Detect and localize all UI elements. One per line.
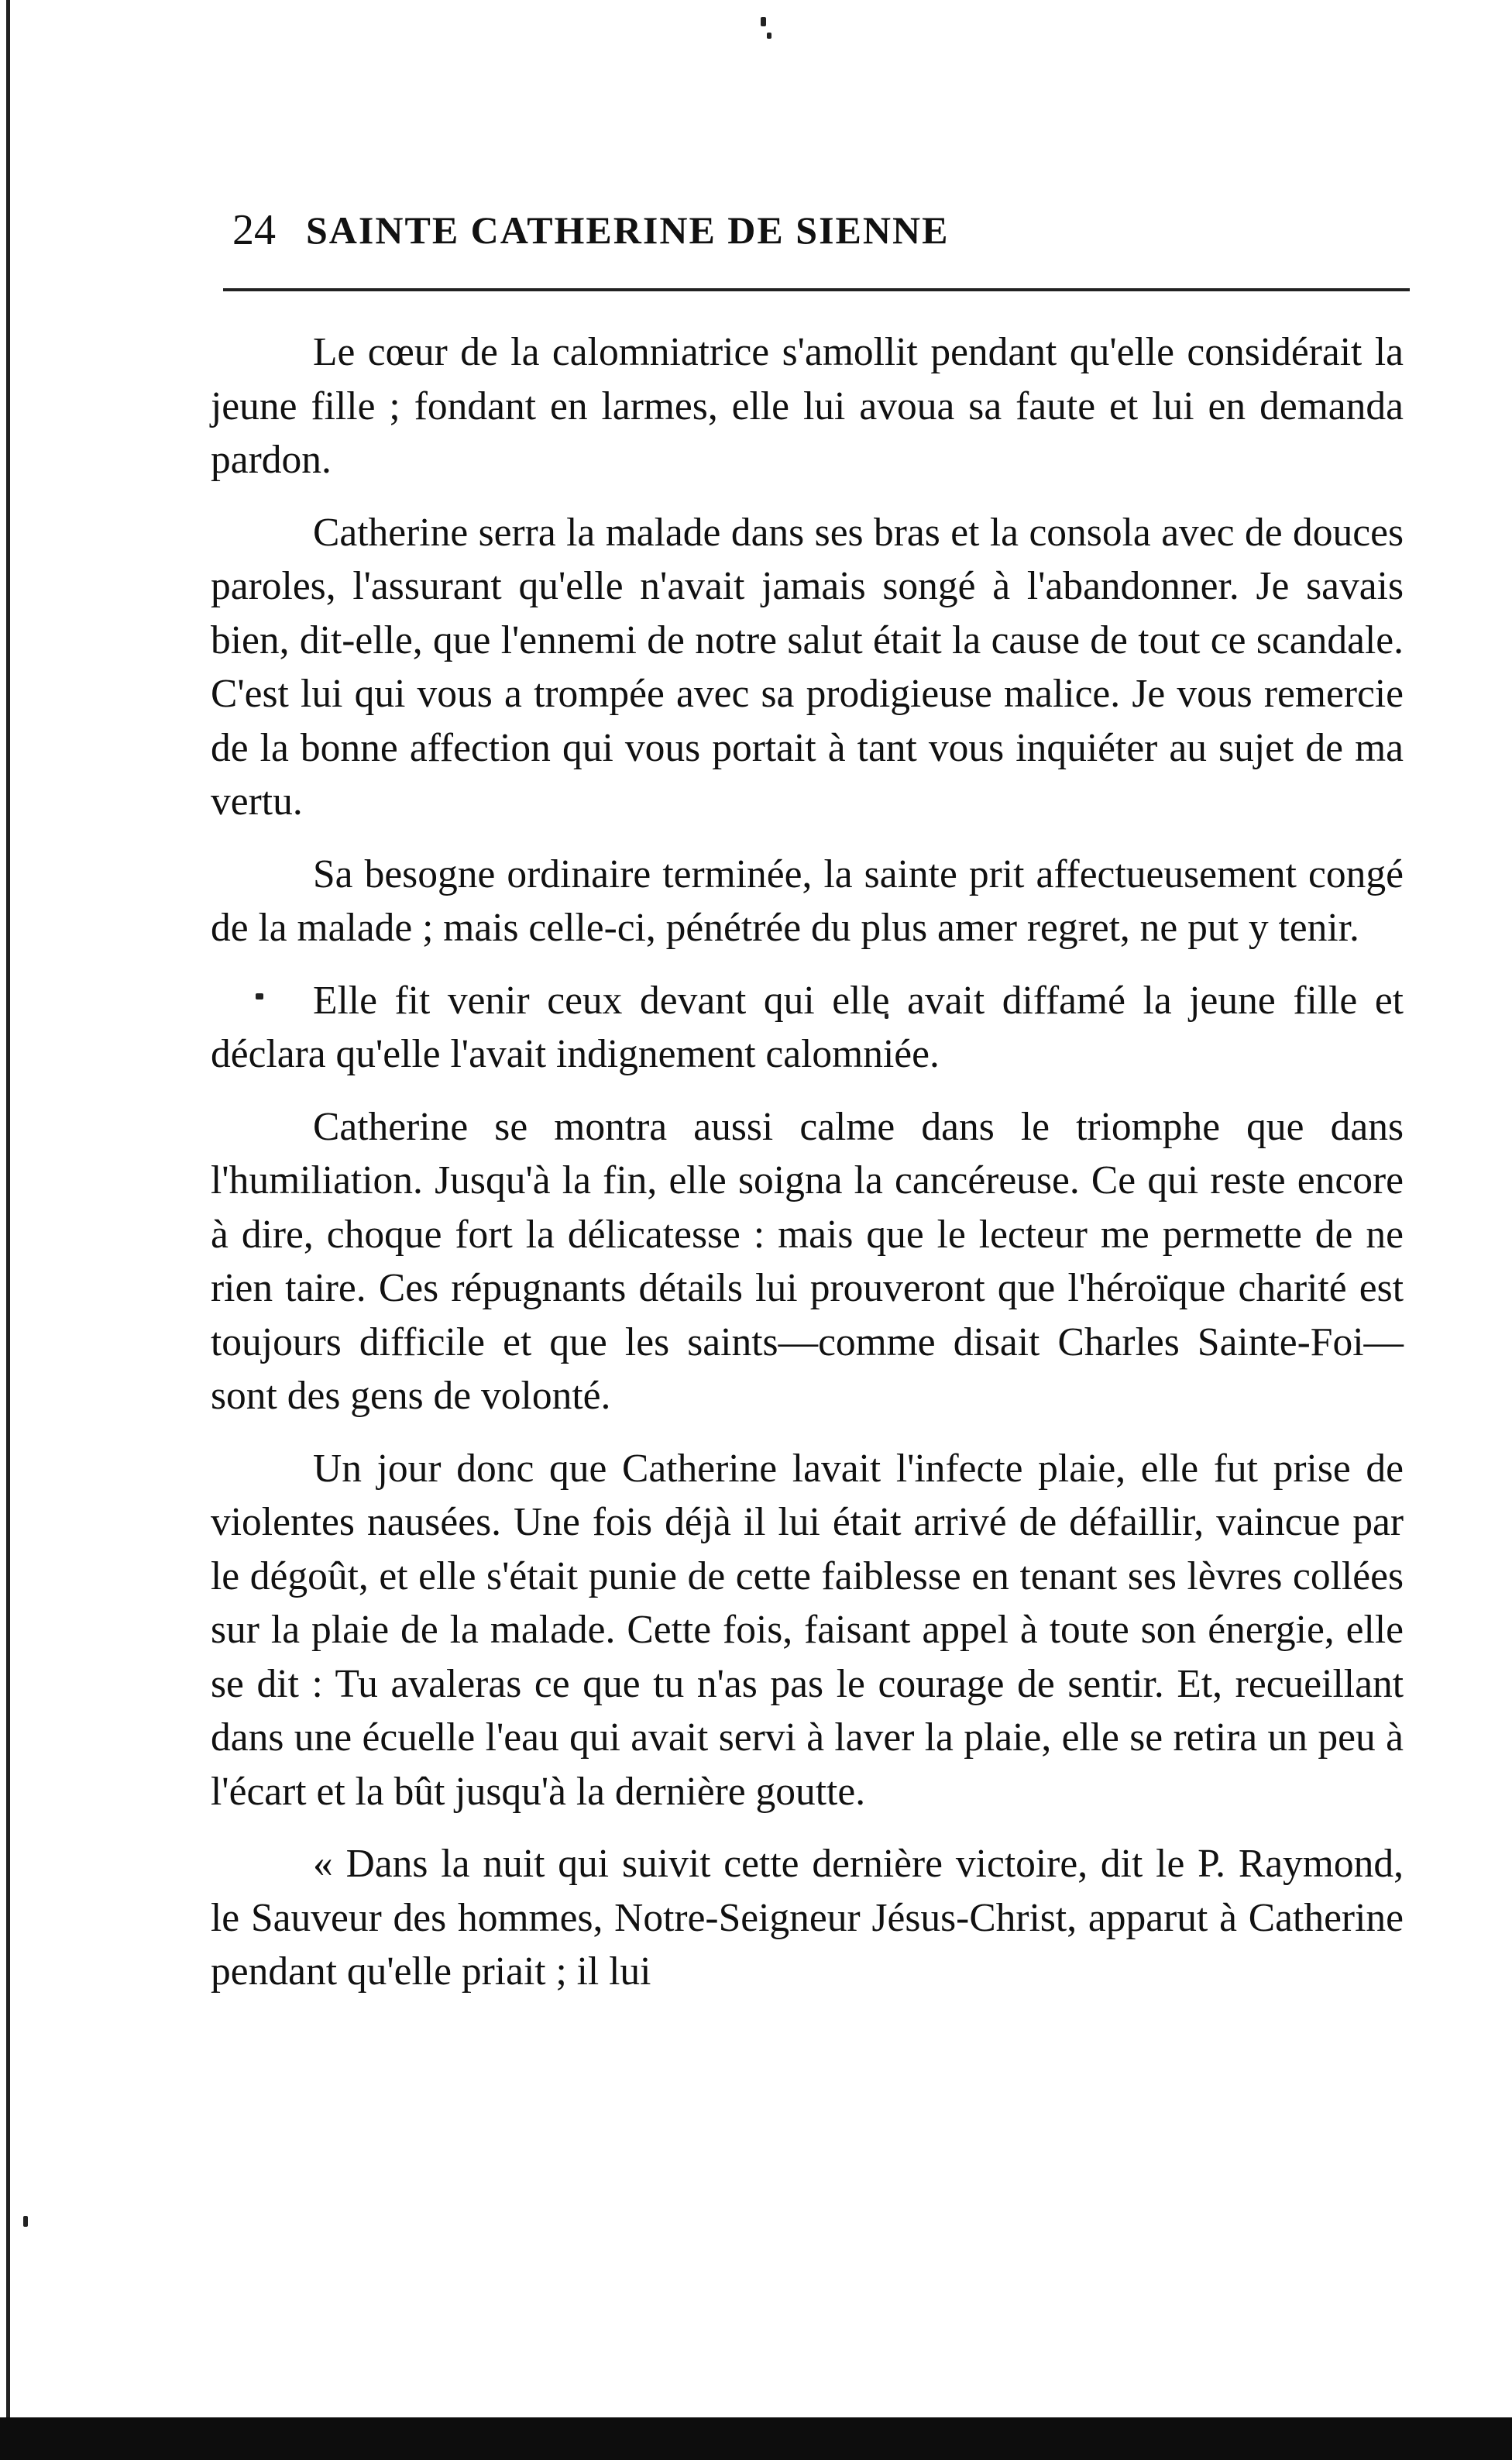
paragraph: Elle fit venir ceux devant qui elle avait diffamé la jeune fille et déclara qu'elle l'avait indignement calomniée. xyxy=(211,978,1404,1076)
page-left-edge xyxy=(6,0,10,2460)
ink-speck xyxy=(767,33,771,39)
ink-speck xyxy=(761,17,766,26)
page-number: 24 xyxy=(232,206,276,254)
ink-speck xyxy=(23,2216,28,2227)
body-text xyxy=(211,325,1404,1999)
page-bottom-edge xyxy=(0,2417,1512,2460)
paragraph: Le cœur de la calomniatrice s'amollit pendant qu'elle considérait la jeune fille ; fondant en larmes, elle lui avoua sa faute et lui en demanda pardon. xyxy=(211,330,1404,482)
paragraph: Catherine serra la malade dans ses bras et la consola avec de douces paroles, l'assurant qu'elle n'avait jamais songé à l'abandonner. Je savais bien, dit-elle, que l'ennemi de notre salut était la cause de tout ce scandale. C'est lui qui vous a trompée avec sa prodigieuse malice. Je vous remercie de la bonne affection qui vous portait à tant vous inquiéter au sujet de ma vertu. xyxy=(211,510,1404,824)
page-header xyxy=(232,203,1394,257)
paragraph: Un jour donc que Catherine lavait l'infecte plaie, elle fut prise de violentes nausées. Une fois déjà il lui était arrivé de défaillir, vaincue par le dégoût, et elle s'était punie de cette faiblesse en tenant ses lèvres collées sur la plaie de la malade. Cette fois, faisant appel à toute son énergie, elle se dit : Tu avaleras ce que tu n'as pas le courage de sentir. Et, recueillant dans une écuelle l'eau qui avait servi à laver la plaie, elle se retira un peu à l'écart et la bût jusqu'à la dernière goutte. xyxy=(211,1446,1404,1814)
paragraph: Catherine se montra aussi calme dans le triomphe que dans l'humiliation. Jusqu'à la fin, elle soigna la cancéreuse. Ce qui reste encore à dire, choque fort la délicatesse : mais que le lecteur me permette de ne rien taire. Ces répugnants détails lui prouveront que l'héroïque charité est toujours difficile et que les saints—comme disait Charles Sainte-Foi—sont des gens de volonté. xyxy=(211,1104,1404,1418)
running-title: SAINTE CATHERINE DE SIENNE xyxy=(306,208,950,252)
header-rule xyxy=(223,288,1410,291)
paragraph: « Dans la nuit qui suivit cette dernière victoire, dit le P. Raymond, le Sauveur des hommes, Notre-Seigneur Jésus-Christ, apparut à Catherine pendant qu'elle priait ; il lui xyxy=(211,1842,1404,1994)
paragraph: Sa besogne ordinaire terminée, la sainte prit affectueusement congé de la malade ; mais celle-ci, pénétrée du plus amer regret, ne put y tenir. xyxy=(211,852,1404,950)
